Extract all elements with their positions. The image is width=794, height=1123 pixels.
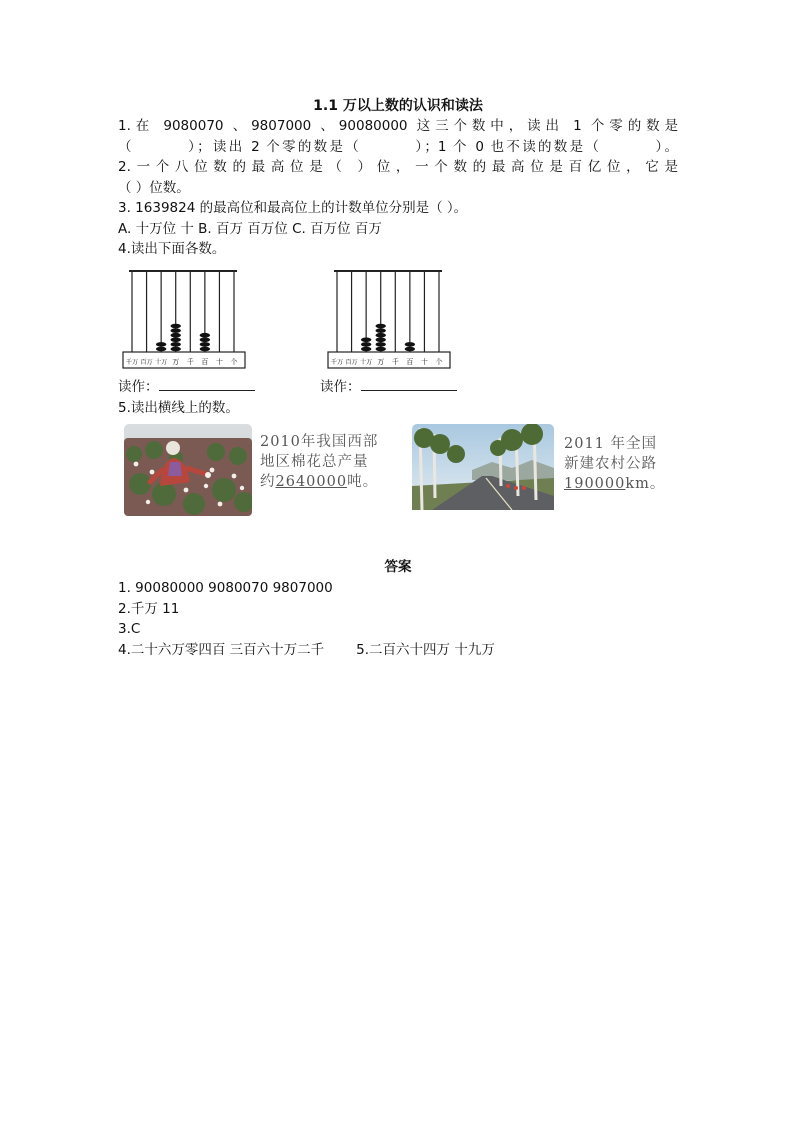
- read-label-1: 读作：: [118, 376, 255, 398]
- answer-blank-1[interactable]: [159, 376, 255, 391]
- worksheet: [118, 96, 678, 660]
- abacus-bead: [200, 342, 210, 347]
- answers-title: 答案: [384, 559, 412, 575]
- abacus-place-label: 十万: [154, 358, 168, 366]
- abacus-bead: [200, 337, 210, 342]
- abacus-place-label: 百: [406, 357, 414, 366]
- rural-road-photo: [412, 424, 554, 510]
- cotton-caption: 2010年我国西部 地区棉花总产量 约2640000吨。: [260, 434, 379, 490]
- abacus-bead: [405, 346, 415, 351]
- cotton-number: 2640000: [275, 474, 348, 490]
- abacus-bead: [200, 332, 210, 337]
- read-label-2: 读作：: [320, 376, 457, 398]
- question-5-stem: 5.读出横线上的数。: [118, 399, 239, 416]
- abacus-2: [327, 268, 451, 370]
- question-1-line-1: 1.在 9080070 、9807000 、90080000 这三个数中，读出 1 个零的数是: [118, 118, 678, 134]
- abacus-bead: [171, 328, 181, 333]
- abacus-bead: [361, 337, 371, 342]
- abacus-1: [122, 268, 246, 370]
- abacus-bead: [171, 332, 181, 337]
- abacus-place-label: 百万: [140, 358, 153, 366]
- question-2-line-2: （ ）位数。: [118, 179, 190, 196]
- abacus-top-bar: [334, 270, 442, 272]
- abacus-bead: [405, 342, 415, 347]
- abacus-place-label: 千: [391, 357, 399, 366]
- abacus-place-label: 千: [186, 357, 194, 366]
- question-5-pictures: [118, 424, 678, 526]
- question-3-options: A. 十万位 十 B. 百万 百万位 C. 百万位 百万: [118, 220, 382, 237]
- abacus-bead: [376, 342, 386, 347]
- answer-3: 3.C: [118, 621, 141, 637]
- road-number: 190000: [564, 476, 626, 492]
- question-1-line-2: （ ）；读出 2 个零的数是（ ）；1 个 0 也不读的数是（ ）。: [118, 138, 679, 155]
- cotton-field-photo: [124, 424, 252, 516]
- question-3-stem: 3. 1639824 的最高位和最高位上的计数单位分别是（ ）。: [118, 200, 468, 216]
- abacus-place-label: 十: [420, 357, 428, 366]
- abacus-bead: [200, 346, 210, 351]
- abacus-bead: [376, 346, 386, 351]
- abacus-bead: [376, 332, 386, 337]
- abacus-place-label: 千万: [330, 358, 344, 366]
- abacus-place-label: 个: [230, 357, 238, 366]
- abacus-place-label: 千万: [125, 358, 139, 366]
- abacus-bead: [361, 346, 371, 351]
- answer-1: 1. 90080000 9080070 9807000: [118, 580, 333, 596]
- abacus-place-label: 十: [215, 357, 223, 366]
- question-2-line-1: 2.一个八位数的最高位是（ ）位，一个数的最高位是百亿位，它是: [118, 159, 678, 175]
- abacus-place-label: 百: [201, 357, 209, 366]
- read-answer-row: [118, 376, 678, 398]
- abacus-bead: [171, 323, 181, 328]
- abacus-place-label: 个: [435, 357, 443, 366]
- abacus-bead: [361, 342, 371, 347]
- abacus-bead: [376, 337, 386, 342]
- abacus-bead: [376, 323, 386, 328]
- page-title: 1.1 万以上数的认识和读法: [313, 98, 483, 114]
- abacus-place-label: 万: [377, 357, 385, 366]
- answer-2: 2.千万 11: [118, 600, 180, 617]
- abacus-place-label: 万: [172, 357, 180, 366]
- abacus-bead: [376, 328, 386, 333]
- abacus-bead: [171, 346, 181, 351]
- road-caption: 2011 年全国 新建农村公路 190000km。: [564, 436, 666, 492]
- abacus-place-label: 十万: [359, 358, 373, 366]
- abacus-bead: [156, 346, 166, 351]
- abacus-bead: [156, 342, 166, 347]
- abacus-top-bar: [129, 270, 237, 272]
- abacus-place-label: 百万: [345, 358, 358, 366]
- abacus-bead: [171, 342, 181, 347]
- answer-blank-2[interactable]: [361, 376, 457, 391]
- question-4-stem: 4.读出下面各数。: [118, 241, 226, 257]
- answer-4-5: 4.二十六万零四百 三百六十万二千 5.二百六十四万 十九万: [118, 641, 495, 658]
- abacus-bead: [171, 337, 181, 342]
- abacus-row: [118, 260, 678, 376]
